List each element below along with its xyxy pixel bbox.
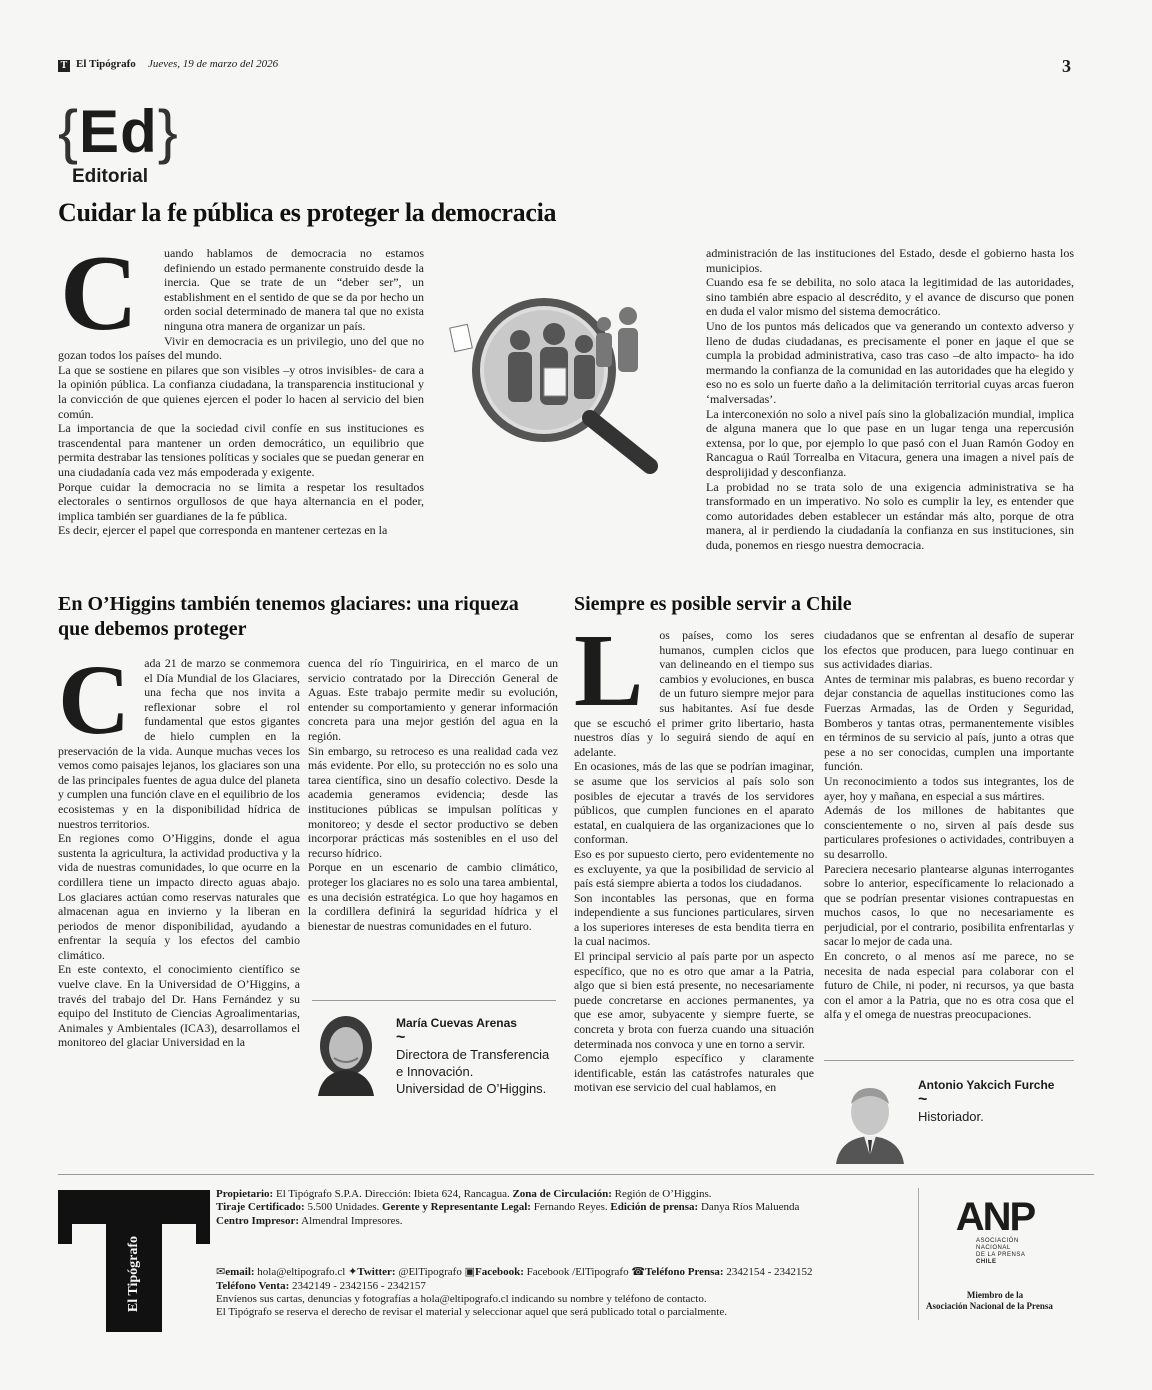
editorial-left-column bbox=[58, 234, 424, 538]
author-photo bbox=[834, 1080, 906, 1164]
article1-paragraph: Sin embargo, su retroceso es una realidad cada vez más evidente. Por ello, su protección no es solo una tarea científica, sino un desafío colectivo. Desde la academia generamos evidencia; desde las instituciones públicas se impulsan políticas y monitoreo; y desde el sector productivo se deben incorporar prácticas más sostenibles en el uso del recurso hídrico. bbox=[308, 743, 558, 860]
credit-value: Fernando Reyes. bbox=[530, 1201, 611, 1214]
anp-member-1: Miembro de la bbox=[966, 1290, 1024, 1300]
sales-line bbox=[216, 1280, 916, 1293]
anp-badge bbox=[926, 1195, 1053, 1312]
editorial-paragraph: uando hablamos de democracia no estamos definiendo un estado permanente construido desde la inercia. Que se trate de un “deber ser”, un establishment en el sentido de que se da por hecho un orden social determinado de manera tal que no exista ninguna otra manera de organizar un país. bbox=[164, 246, 424, 333]
facebook-link[interactable]: Facebook /ElTipografo bbox=[523, 1266, 632, 1279]
brand-icon: T bbox=[58, 60, 70, 72]
author-role: Universidad de O’Higgins. bbox=[396, 1081, 547, 1096]
anp-sub-line: DE LA PRENSA bbox=[976, 1252, 1026, 1258]
article2-paragraph: Además de los millones de habitantes que conscientemente o no, sirven al país desde sus particulares profesiones o actividades, contribuyen a su desarrollo. bbox=[824, 803, 1074, 861]
editorial-paragraph: administración de las instituciones del Estado, desde el gobierno hasta los municipios. bbox=[706, 246, 1074, 275]
article2-paragraph: Antes de terminar mis palabras, es bueno recordar y dejar constancia de aquellas instituciones como las Fuerzas Armadas, las de Orden y Seguridad, Bomberos y tantas otras, permanentemente visibles en términos de su servicio al país, junto a otras que pese a no ser conocidas, cumplen una importante función. bbox=[824, 671, 1074, 774]
article2-title: Siempre es posible servir a Chile bbox=[574, 593, 852, 615]
footer-logo-text-wrap bbox=[104, 1224, 164, 1324]
contact-label: Facebook: bbox=[475, 1266, 524, 1279]
credit-value: 5.500 Unidades. bbox=[304, 1201, 382, 1214]
twitter-icon: ✦ bbox=[348, 1266, 358, 1279]
editorial-title: Cuidar la fe pública es proteger la democracia bbox=[58, 198, 557, 227]
email-icon: ✉ bbox=[216, 1266, 226, 1279]
brace-open: { bbox=[58, 98, 80, 165]
credit-value: Almendral Impresores. bbox=[299, 1214, 403, 1227]
author1-block bbox=[396, 1016, 549, 1097]
article2-paragraph: En ocasiones, más de las que se podrían imaginar, se asume que los servicios al país solo son posibles de ejecutar a través de los servidores públicos, que cumplen funciones en el aparato estatal, en cualquiera de las organizaciones que lo conforman. bbox=[574, 759, 814, 847]
credit-value: Danya Ríos Maluenda bbox=[698, 1201, 800, 1214]
credit-value: Región de O’Higgins. bbox=[611, 1188, 712, 1200]
sales-value: 2342149 - 2342156 - 2342157 bbox=[289, 1279, 426, 1292]
section-mark bbox=[58, 100, 179, 164]
footer-note-1: Envíenos sus cartas, denuncias y fotografías a hola@eltipografo.cl indicando su nombre y teléfono de contacto. bbox=[216, 1293, 707, 1306]
twitter-link[interactable]: @ElTipografo bbox=[395, 1266, 465, 1279]
credits-line-1 bbox=[216, 1188, 916, 1201]
author-role: e Innovación. bbox=[396, 1064, 474, 1079]
contact-label: Teléfono Prensa: bbox=[645, 1266, 724, 1279]
editorial-right-column bbox=[706, 246, 1074, 552]
contact-label: Twitter: bbox=[357, 1266, 396, 1279]
article1-paragraph: cuenca del río Tinguiririca, en el marco de un servicio contratado por la Dirección General de Aguas. Este trabajo permite medir su evolución, entender su comportamiento y generar información concreta para una mejor gestión del agua en la región. bbox=[308, 656, 558, 743]
editorial-paragraph: Vivir en democracia es un privilegio, uno del que no gozan todos los países del mundo. bbox=[58, 333, 424, 363]
article2-paragraph: Un reconocimiento a todos sus integrantes, los de ayer, hoy y mañana, en especial a sus mártires. bbox=[824, 773, 1074, 803]
divider bbox=[312, 1000, 556, 1001]
article2-dropcap: L bbox=[574, 613, 644, 728]
credit-label: Propietario: bbox=[216, 1188, 274, 1200]
footer-divider bbox=[58, 1174, 1094, 1175]
footer-vertical-divider bbox=[918, 1188, 919, 1320]
brace-close: } bbox=[157, 98, 179, 165]
credit-label: Centro Impresor: bbox=[216, 1214, 299, 1227]
sales-label: Teléfono Venta: bbox=[216, 1279, 290, 1292]
page-number: 3 bbox=[1062, 56, 1071, 76]
credit-label: Gerente y Representante Legal: bbox=[381, 1201, 531, 1214]
editorial-dropcap: C bbox=[60, 234, 138, 353]
article1-paragraph: Porque en un escenario de cambio climático, proteger los glaciares no es solo una tarea ambiental, es una decisión estratégica. Lo que hoy hagamos en la cordillera definirá la seguridad hídrica y el bienestar de nuestras comunidades en el futuro. bbox=[308, 860, 558, 933]
article2-column-1 bbox=[574, 613, 814, 1095]
author-photo bbox=[314, 1012, 378, 1096]
issue-date: Jueves, 19 de marzo del 2026 bbox=[148, 58, 279, 70]
anp-member-2: Asociación Nacional de la Prensa bbox=[926, 1301, 1053, 1311]
author-tilde: ~ bbox=[918, 1091, 928, 1108]
author-tilde: ~ bbox=[396, 1029, 406, 1046]
section-label: Editorial bbox=[72, 166, 149, 187]
anp-sub-line: NACIONAL bbox=[976, 1245, 1011, 1251]
phone-value: 2342154 - 2342152 bbox=[723, 1266, 813, 1279]
article1-dropcap: C bbox=[58, 644, 131, 755]
article2-paragraph: Pareciera necesario plantearse algunas interrogantes sobre lo anterior, específicamente lo relacionado a que se podrían presentar visiones contrapuestas en muchos casos, lo que no necesariamente es perjudicial, por el contrario, posibilita enfrentarlas y sacar lo mejor de cada una. bbox=[824, 861, 1074, 949]
article1-title: En O’Higgins también tenemos glaciares: una riqueza que debemos proteger bbox=[58, 593, 519, 640]
article2-paragraph: El principal servicio al país parte por un aspecto específico, que no es otro que amar a la Patria, algo que si bien está presente, no necesariamente puede concretarse en acciones permanentes, ya que ese amor, subyacente y siempre fuerte, se concreta y brota con fuerza cuando una situación determinada nos convoca y une en torno a servir. bbox=[574, 949, 814, 1051]
article1-paragraph: En este contexto, el conocimiento científico se vuelve clave. En la Universidad de O’Higgins, a través del trabajo del Dr. Hans Fernández y su equipo del Instituto de Ciencias Agroalimentarias, Animales y Ambientales (ICA3), desarrollamos el monitoreo del glaciar Universidad en la bbox=[58, 962, 300, 1050]
article2-paragraph: os países, como los seres humanos, cumplen ciclos que van delineando en el tiempo sus cambios y evoluciones, en busca de un futuro siempre mejor para sus habitantes. Así fue desde que se escuchó el primer grito libertario, hasta nuestros días y lo seguirá siendo de aquí en adelante. bbox=[574, 628, 814, 759]
article1-paragraph: ada 21 de marzo se conmemora el Día Mundial de los Glaciares, una fecha que nos invita a reflexionar sobre el rol fundamental que estos gigantes de hielo cumplen en la preservación de la vida. Aunque muchas veces los vemos como paisajes lejanos, los glaciares son una de las principales fuentes de agua dulce del planeta y cumplen una función clave en el equilibrio de los ecosistemas y en la disponibilidad hídrica de nuestros territorios. bbox=[58, 656, 300, 831]
magnifier-illustration bbox=[432, 288, 700, 476]
editorial-paragraph: Porque cuidar la democracia no se limita a respetar los resultados electorales o sentirnos orgullosos de que haya alternancia en el poder, implica también ser guardianes de la fe pública. bbox=[58, 479, 424, 523]
footer-note-2: El Tipógrafo se reserva el derecho de revisar el material y seleccionar aquel que será publicado total o parcialmente. bbox=[216, 1306, 727, 1319]
article2-paragraph: En concreto, o al menos así me parece, no se necesita de nada especial para colaborar con el futuro de Chile, ni poder, ni recursos, ya que basta con el amor a la Patria, que no es otra cosa que el alfa y el omega de nuestras preocupaciones. bbox=[824, 949, 1074, 1022]
credit-label: Tiraje Certificado: bbox=[216, 1201, 305, 1214]
footer-logo bbox=[58, 1190, 210, 1332]
editorial-paragraph: Cuando esa fe se debilita, no solo ataca la legitimidad de las autoridades, sino también abre espacio al descrédito, y el avance de discurso que ponen en duda el valor mismo del sistema democrático. bbox=[706, 275, 1074, 319]
author-name: Antonio Yakcich Furche bbox=[918, 1078, 1055, 1092]
anp-sub-line: ASOCIACIÓN bbox=[976, 1238, 1019, 1244]
author2-block bbox=[918, 1078, 1054, 1125]
editorial-paragraph: La interconexión no solo a nivel país sino la globalización mundial, implica de alguna manera que lo que pase en un lugar tenga una repercusión extensa, por lo que, por ejemplo lo que pasó con el Juan Ramón Godoy en Rancagua o Raúl Torrealba en Vitacura, genera una imagen a nivel país de desprolijidad y desconfianza. bbox=[706, 406, 1074, 479]
editorial-paragraph: La probidad no se trata solo de una exigencia administrativa se ha transformado en un imperativo. No solo es cumplir la ley, es entender que como autoridades deben establecer un estándar más alto, porque de otra manera, al ir perdiendo la ciudadanía la confianza en sus instituciones, sin duda, ponemos en riesgo nuestra democracia. bbox=[706, 479, 1074, 552]
contact-label: email: bbox=[225, 1266, 255, 1279]
phone-icon: ☎ bbox=[631, 1266, 646, 1279]
article2-paragraph: Como ejemplo específico y claramente identificable, están las catástrofes naturales que motivan ese servicio del cual hablamos, en bbox=[574, 1051, 814, 1095]
editorial-paragraph: La que se sostiene en pilares que son visibles –y otros invisibles- de cara a la opinión pública. La confianza ciudadana, la transparencia institucional y la convicción de que quienes ejercen el poder lo hacen al servicio del bien común. bbox=[58, 362, 424, 421]
facebook-icon: ▣ bbox=[464, 1266, 475, 1279]
credit-label: Zona de Circulación: bbox=[512, 1188, 612, 1200]
brand-name: El Tipógrafo bbox=[76, 58, 136, 70]
anp-sub-line: CHILE bbox=[976, 1259, 997, 1265]
credit-value: El Tipógrafo S.P.A. Dirección: Ibieta 624, Rancagua. bbox=[273, 1188, 513, 1200]
section-mark-text: Ed bbox=[79, 98, 158, 165]
editorial-paragraph: Uno de los puntos más delicados que va generando un contexto adverso y lleno de dudas ciudadanas, es precisamente el poner en jaque el que se cumpla la probidad administrativa, caso tras caso –de alto impacto- ha ido mermando la confianza de la comunidad en las autoridades que ha elegido y eso no es solo un fuerte daño a la delimitación territorial cuyas arcas fueron ‘malversadas’. bbox=[706, 318, 1074, 406]
author-role: Historiador. bbox=[918, 1109, 984, 1124]
article1-paragraph: En regiones como O’Higgins, donde el agua sustenta la agricultura, la actividad productiva y la vida de nuestras comunidades, lo que ocurre en la cordillera tiene un impacto directo aguas abajo. Los glaciares actúan como reservas naturales que almacenan agua en invierno y la liberan en periodos de menor disponibilidad, ayudando a enfrentar la sequía y los efectos del cambio climático. bbox=[58, 831, 300, 962]
article2-paragraph: Eso es por supuesto cierto, pero evidentemente no es excluyente, ya que la posibilidad de servicio al país está siempre abierta a todos los ciudadanos. bbox=[574, 846, 814, 891]
credits-line-2 bbox=[216, 1201, 916, 1214]
anp-subtitle bbox=[976, 1238, 1050, 1266]
anp-logo: ANP bbox=[955, 1195, 1035, 1239]
email-link[interactable]: hola@eltipografo.cl bbox=[254, 1266, 349, 1279]
footer-credits bbox=[216, 1188, 916, 1320]
article1-column-1 bbox=[58, 644, 300, 1050]
editorial-paragraph: Es decir, ejercer el papel que corresponda en mantener certezas en la bbox=[58, 523, 388, 538]
article2-column-2 bbox=[824, 628, 1074, 1022]
credit-label: Edición de prensa: bbox=[610, 1201, 699, 1214]
article2-paragraph: Son incontables las personas, que en forma independiente a sus funciones particulares, sirven a los superiores intereses de esta bendita tierra en la cual nacimos. bbox=[574, 890, 814, 949]
divider bbox=[824, 1060, 1074, 1061]
article1-column-2 bbox=[308, 656, 558, 933]
credits-line-3 bbox=[216, 1215, 916, 1228]
footer-logo-text: El Tipógrafo bbox=[126, 1235, 141, 1313]
author-role: Directora de Transferencia bbox=[396, 1047, 550, 1062]
contact-line bbox=[216, 1266, 916, 1279]
author-name: María Cuevas Arenas bbox=[396, 1016, 517, 1030]
editorial-paragraph: La importancia de que la sociedad civil confíe en sus instituciones es trascendental para mantener un orden democrático, un equilibrio que permita destrabar las tensiones políticas y sociales que se puedan generar en una ciudadanía cada vez más empoderada y exigente. bbox=[58, 421, 424, 479]
article2-paragraph: ciudadanos que se enfrentan al desafío de superar los efectos que producen, para luego continuar en sus actividades diarias. bbox=[824, 628, 1074, 672]
